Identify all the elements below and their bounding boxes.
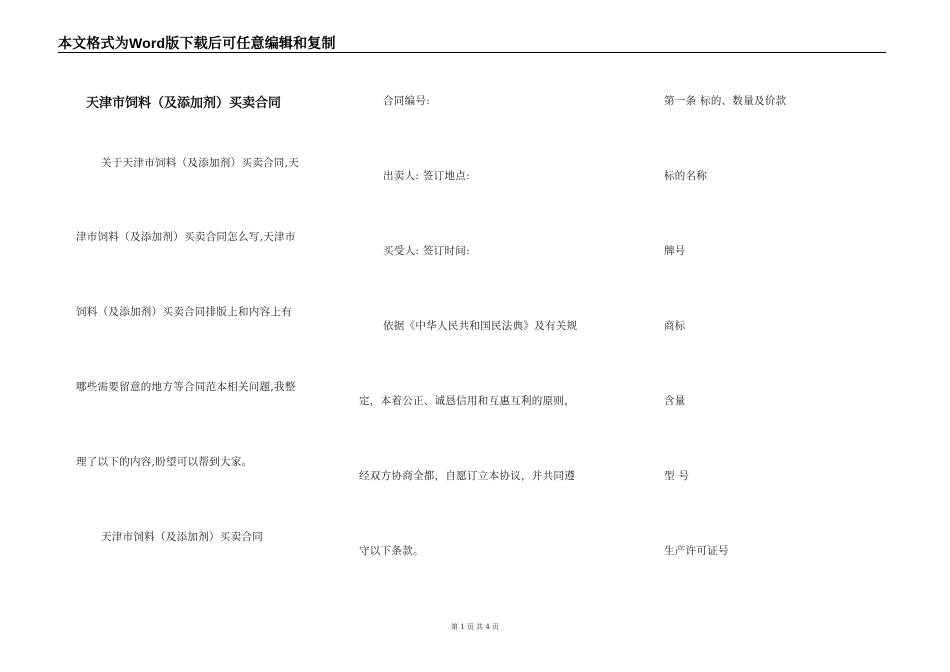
- col3-license-number: 生产许可证号: [664, 545, 729, 557]
- col2-line-5: 定，本着公正、诚恳信用和互惠互利的原则，: [359, 395, 575, 407]
- col1-line-2: 津市饲料（及添加剂）买卖合同怎么写,天津市: [76, 231, 296, 243]
- col3-article-1: 第一条 标的、数量及价款: [664, 95, 787, 107]
- col1-line-5: 理了以下的内容,盼望可以帮到大家。: [76, 456, 253, 468]
- col2-line-7: 守以下条款。: [359, 545, 424, 557]
- col1-line-4: 哪些需要留意的地方等合同范本相关问题,我整: [76, 381, 296, 393]
- header-divider: [58, 52, 886, 53]
- col2-contract-number: 合同编号:: [383, 95, 431, 107]
- col2-seller: 出卖人: 签订地点:: [383, 170, 470, 182]
- col2-line-4: 依据《中华人民共和国民法典》及有关规: [383, 320, 578, 332]
- header-title: 本文格式为Word版下载后可任意编辑和复制: [58, 35, 336, 51]
- document-title: 天津市饲料（及添加剂）买卖合同: [86, 95, 282, 110]
- col3-brand-number: 牌号: [664, 245, 686, 257]
- col3-item-name: 标的名称: [664, 170, 708, 182]
- col1-line-6: 天津市饲料（及添加剂）买卖合同: [101, 531, 263, 543]
- col1-line-3: 饲料（及添加剂）买卖合同排版上和内容上有: [76, 306, 292, 318]
- col3-trademark: 商标: [664, 320, 686, 332]
- col3-content: 含量: [664, 395, 686, 407]
- col1-line-1: 关于天津市饲料（及添加剂）买卖合同,天: [101, 157, 300, 169]
- col2-buyer: 买受人: 签订时间:: [383, 245, 470, 257]
- col3-model: 型 号: [664, 470, 690, 482]
- col2-line-6: 经双方协商全都，自愿订立本协议，并共同遵: [359, 470, 575, 482]
- page-footer: 第 1 页 共 4 页: [450, 623, 500, 631]
